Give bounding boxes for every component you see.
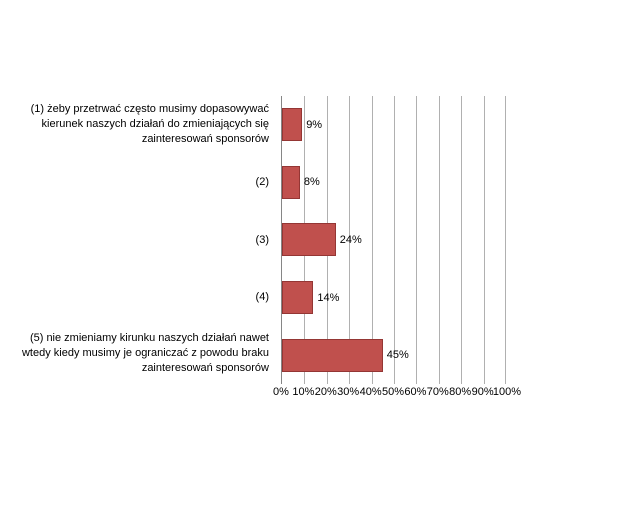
bar-row — [282, 269, 505, 327]
bar-value-label-4: 14% — [317, 291, 340, 304]
x-tick-70: 70% — [426, 386, 449, 398]
category-axis-labels — [20, 96, 275, 384]
x-axis-labels — [273, 386, 522, 404]
bar-1[interactable] — [282, 108, 302, 141]
x-tick-10: 10% — [292, 386, 315, 398]
x-tick-80: 80% — [449, 386, 472, 398]
bar-series — [282, 96, 505, 384]
x-tick-100: 100% — [492, 386, 522, 398]
bar-3[interactable] — [282, 223, 336, 256]
gridline-100 — [505, 96, 506, 384]
bar-row — [282, 96, 505, 154]
x-tick-20: 20% — [314, 386, 337, 398]
bar-row — [282, 154, 505, 212]
bar-value-label-2: 8% — [303, 176, 320, 189]
x-tick-40: 40% — [359, 386, 382, 398]
x-tick-30: 30% — [337, 386, 360, 398]
x-tick-60: 60% — [404, 386, 427, 398]
category-label-1: (1) żeby przetrwać często musimy dopasowywać kierunek naszych działań do zmieniających się zainteresowań sponsorów — [30, 103, 269, 145]
x-tick-0: 0% — [273, 386, 289, 398]
x-tick-90: 90% — [471, 386, 494, 398]
bar-value-label-5: 45% — [386, 349, 409, 362]
bar-row — [282, 326, 505, 384]
bar-value-label-1: 9% — [306, 118, 323, 131]
category-label-4: (4) — [255, 291, 269, 303]
bar-4[interactable] — [282, 281, 313, 314]
plot-area — [281, 96, 505, 384]
bar-value-label-3: 24% — [339, 233, 362, 246]
bar-row — [282, 211, 505, 269]
category-label-2: (2) — [255, 176, 269, 188]
bar-2[interactable] — [282, 166, 300, 199]
category-label-5: (5) nie zmieniamy kirunku naszych działań nawet wtedy kiedy musimy je ograniczać z powodu braku zainteresowań sponsorów — [21, 332, 269, 374]
x-tick-50: 50% — [381, 386, 405, 398]
category-label-3: (3) — [255, 234, 269, 246]
bar-5[interactable] — [282, 339, 383, 372]
